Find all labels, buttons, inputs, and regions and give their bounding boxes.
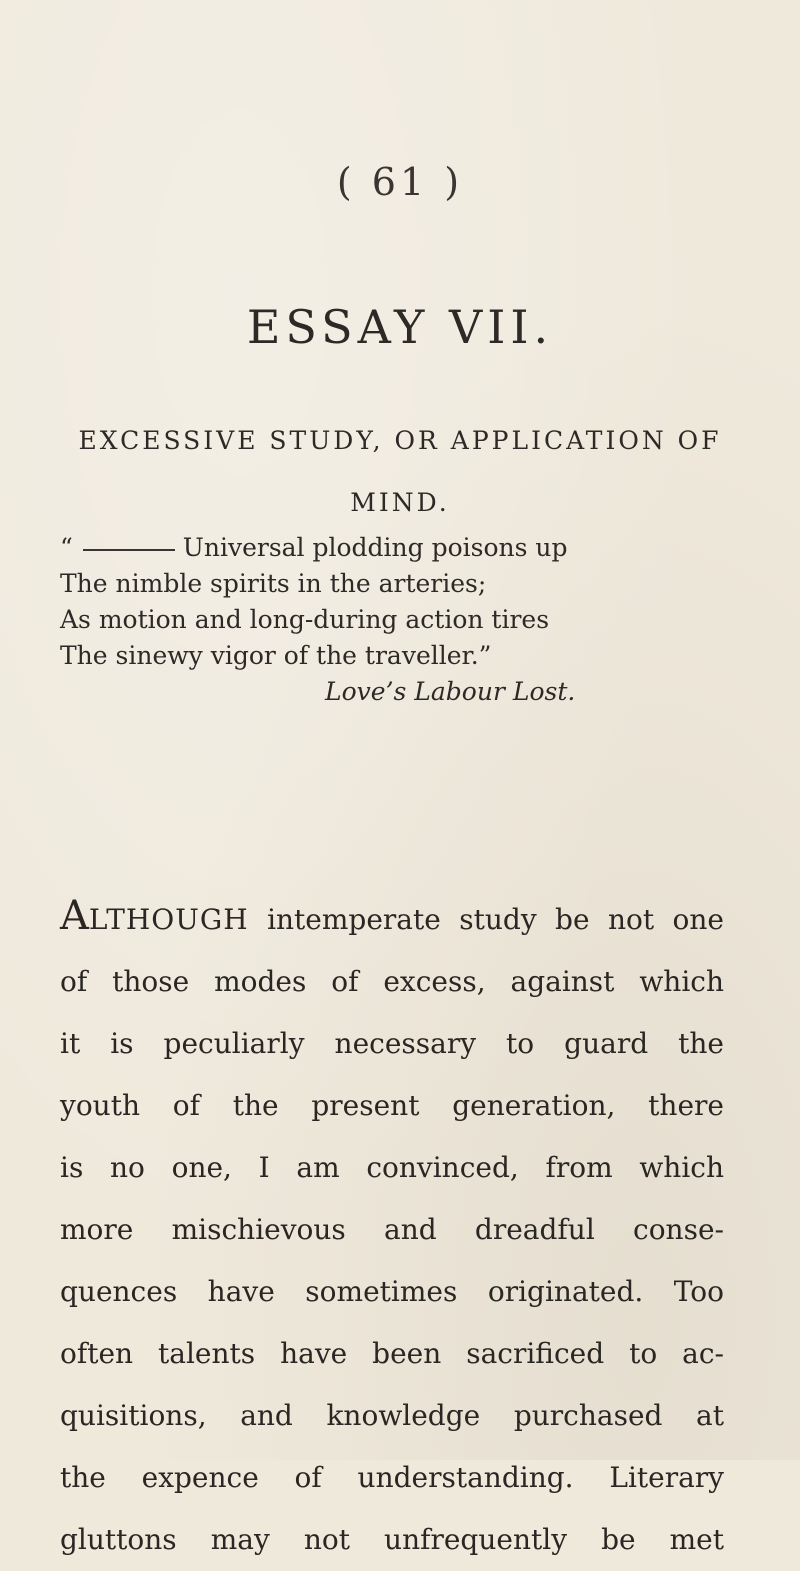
body-line: more mischievous and dreadful conse-	[60, 1213, 724, 1246]
drop-cap: A	[60, 893, 89, 939]
epigraph-line-3: As motion and long-during action tires	[60, 605, 550, 634]
epigraph-source: Love’s Labour Lost.	[325, 677, 576, 706]
body-line: gluttons may not unfrequently be met	[60, 1523, 724, 1556]
body-line: of those modes of excess, against which	[60, 965, 724, 998]
essay-subtitle	[60, 410, 740, 534]
body-line-1-rest: intemperate study be not one	[267, 903, 724, 936]
epigraph-line-1	[60, 530, 720, 566]
epigraph	[60, 530, 720, 710]
epigraph-line-1-text: Universal plodding poisons up	[182, 533, 568, 562]
body-line: the expence of understanding. Literary	[60, 1461, 724, 1494]
essay-heading: ESSAY VII.	[246, 300, 554, 354]
body-line: is no one, I am convinced, from which	[60, 1151, 724, 1184]
epigraph-line-4: The sinewy vigor of the traveller.”	[60, 641, 492, 670]
body-line: often talents have been sacrificed to ac-	[60, 1337, 724, 1370]
epigraph-dash	[83, 549, 175, 551]
body-line: quences have sometimes originated. Too	[60, 1275, 724, 1308]
page-number: ( 61 )	[336, 160, 464, 204]
body-line: it is peculiarly necessary to guard the	[60, 1027, 724, 1060]
first-word-rest: LTHOUGH	[88, 903, 249, 936]
subtitle-line-2: MIND.	[350, 488, 450, 517]
epigraph-open-quote: “	[60, 533, 73, 562]
epigraph-line-2: The nimble spirits in the arteries;	[60, 569, 487, 598]
subtitle-line-1: EXCESSIVE STUDY, OR APPLICATION OF	[78, 426, 722, 455]
body-line: quisitions, and knowledge purchased at	[60, 1399, 724, 1432]
body-line: youth of the present generation, there	[60, 1089, 724, 1122]
body-paragraph	[60, 885, 724, 1571]
body-line-1	[60, 885, 724, 951]
